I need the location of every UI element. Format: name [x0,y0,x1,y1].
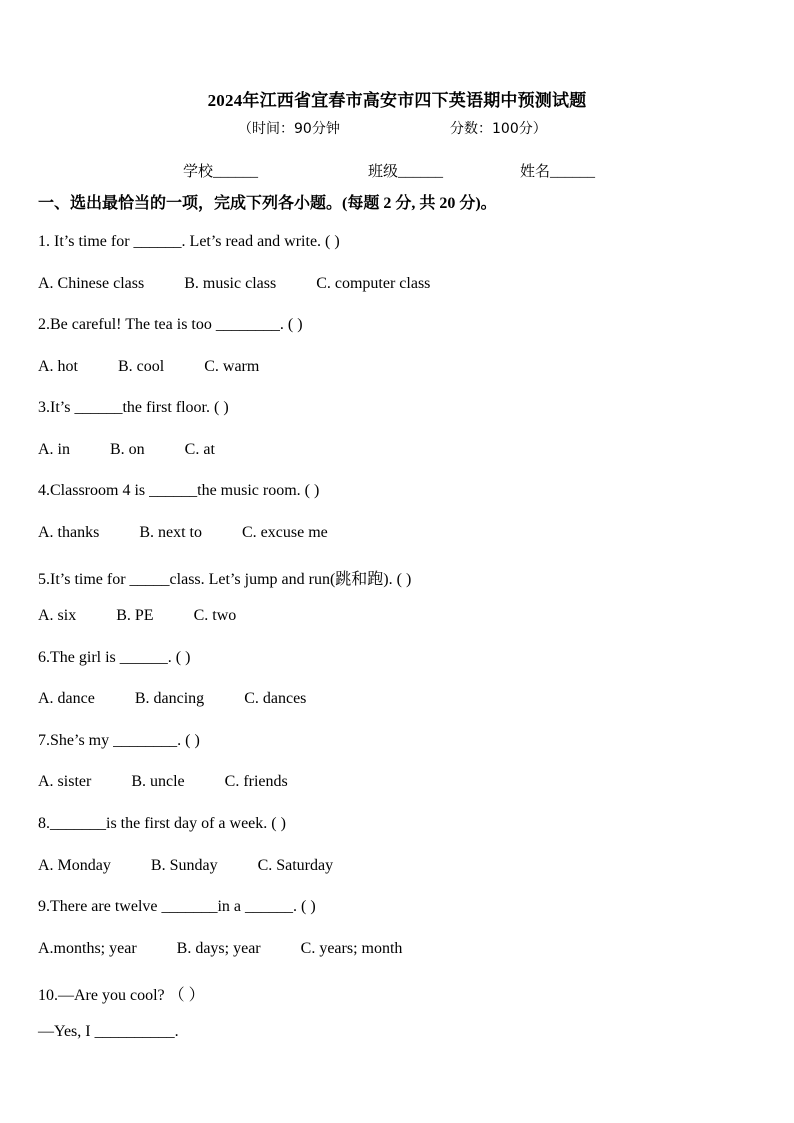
option-b: B. cool [118,358,165,375]
question-9-options [38,940,442,958]
question-3-options [38,441,255,459]
class-field: 班级______ [368,164,444,180]
question-6-options [38,690,346,708]
option-a: A. in [38,441,70,458]
option-a: A. sister [38,773,92,790]
question-4-options [38,524,368,542]
option-a: A.months; year [38,940,137,957]
page-title: 2024年江西省宜春市高安市四下英语期中预测试题 [207,91,587,110]
option-a: A. thanks [38,524,100,541]
question-10: 10.—Are you cool? （ ） [38,987,205,1004]
question-2: 2.Be careful! The tea is too ________. ( ) [38,316,303,333]
question-8-options [38,857,373,875]
question-7-options [38,773,328,791]
option-b: B. Sunday [150,857,218,874]
option-c: C. warm [204,358,260,375]
option-c: C. friends [224,773,288,790]
question-8: 8._______is the first day of a week. ( ) [38,815,286,832]
question-5-options [38,607,276,625]
option-c: C. computer class [316,275,431,292]
question-7: 7.She’s my ________. ( ) [38,732,200,749]
option-b: B. on [110,441,145,458]
question-9: 9.There are twelve _______in a ______. ( ) [38,898,316,915]
name-field: 姓名______ [520,164,596,180]
school-field: 学校______ [183,164,259,180]
option-a: A. dance [38,690,95,707]
option-b: B. next to [139,524,202,541]
option-c: C. at [184,441,215,458]
option-c: C. dances [244,690,307,707]
question-3: 3.It’s ______the first floor. ( ) [38,399,229,416]
option-b: B. dancing [134,690,205,707]
option-b: B. music class [184,275,277,292]
option-b: B. days; year [176,940,261,957]
option-b: B. PE [116,607,154,624]
section-heading: 一、选出最恰当的一项，完成下列各小题。(每题 2 分, 共 20 分)。 [38,195,497,212]
option-c: C. two [193,607,237,624]
question-5: 5.It’s time for _____class. Let’s jump and run(跳和跑). ( ) [38,571,412,588]
option-a: A. hot [38,358,78,375]
question-2-options [38,358,299,376]
total-score: 分数：100分） [450,121,547,137]
option-b: B. uncle [131,773,185,790]
question-1: 1. It’s time for ______. Let’s read and write. ( ) [38,233,340,250]
question-1-options [38,275,470,293]
option-c: C. excuse me [242,524,328,541]
option-a: A. six [38,607,77,624]
option-a: A. Monday [38,857,111,874]
question-6: 6.The girl is ______. ( ) [38,649,191,666]
question-4: 4.Classroom 4 is ______the music room. ( ) [38,482,320,499]
answer-line: —Yes, I __________. [38,1023,179,1040]
option-c: C. Saturday [257,857,334,874]
option-a: A. Chinese class [38,275,145,292]
option-c: C. years; month [300,940,403,957]
time-limit: （时间：90分钟 [238,121,340,137]
